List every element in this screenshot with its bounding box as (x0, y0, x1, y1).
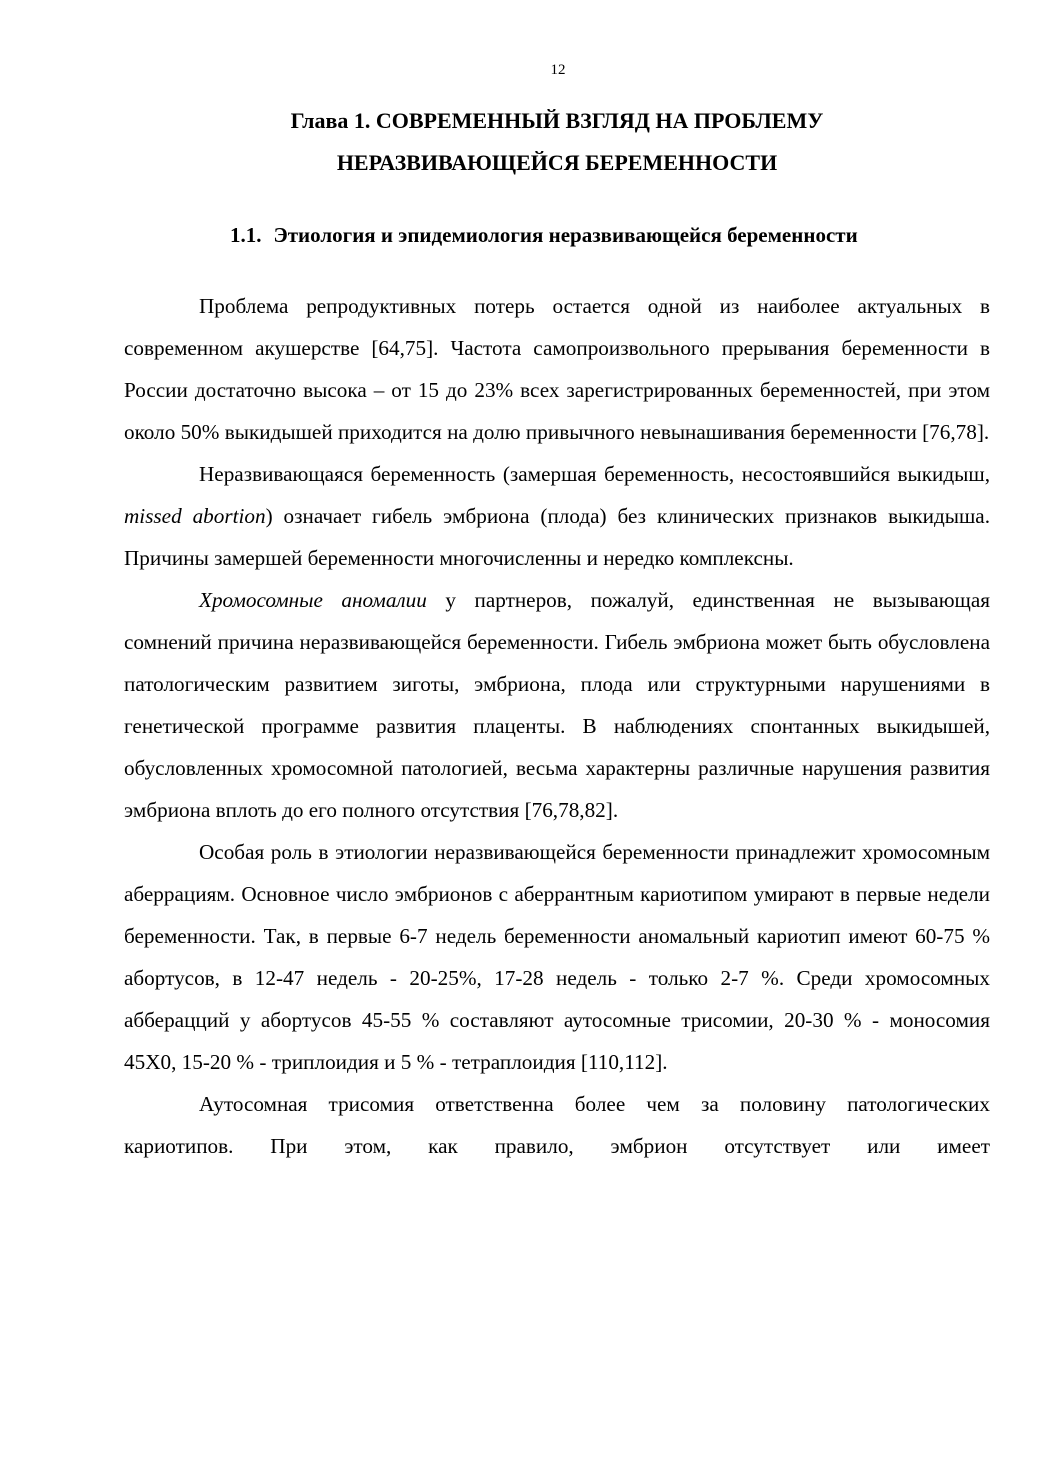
chapter-title-line-2: НЕРАЗВИВАЮЩЕЙСЯ БЕРЕМЕННОСТИ (336, 150, 778, 175)
body-text (124, 285, 990, 1167)
chapter-title (124, 100, 990, 184)
paragraph-1: Проблема репродуктивных потерь остается одной из наиболее актуальных в современном акушерстве [64,75]. Частота самопроизвольного прерывания беременности в России достаточно высока – от 15 до 23% всех зарегистрированных беременностей, при этом около 50% выкидышей приходится на долю привычного невынашивания беременности [76,78]. (124, 294, 990, 444)
section-title (124, 219, 990, 251)
paragraph-5: Аутосомная трисомия ответственна более чем за половину патологических кариотипов. При этом, как правило, эмбрион отсутствует или имеет (124, 1092, 990, 1158)
paragraph-3 (124, 579, 990, 831)
paragraph-4: Особая роль в этиологии неразвивающейся беременности принадлежит хромосомным аберрациям. Основное число эмбрионов с аберрантным кариотипом умирают в первые недели беременности. Так, в первые 6-7 недель беременности аномальный кариотип имеют 60-75 % абортусов, в 12-47 недель - 20-25%, 17-28 недель - только 2-7 %. Среди хромосомных абберацций у абортусов 45-55 % составляют аутосомные трисомии, 20-30 % - моносомия 45Х0, 15-20 % - триплоидия и 5 % - тетраплоидия [110,112]. (124, 840, 990, 1074)
paragraph-2-text-b: ) означает гибель эмбриона (плода) без клинических признаков выкидыша. Причины замершей беременности многочисленны и нередко комплексны. (124, 504, 990, 570)
chapter-title-line-1: Глава 1. СОВРЕМЕННЫЙ ВЗГЛЯД НА ПРОБЛЕМУ (290, 108, 824, 133)
page-number: 12 (550, 62, 566, 78)
section-number: 1.1. (230, 223, 262, 247)
section-title-text: Этиология и эпидемиология неразвивающейся беременности (273, 223, 858, 247)
paragraph-2-text-a: Неразвивающаяся беременность (замершая беременность, несостоявшийся выкидыш, (199, 462, 990, 486)
paragraph-2 (124, 453, 990, 579)
paragraph-3-italic-term: Хромосомные аномалии (199, 588, 427, 612)
paragraph-2-italic-term: missed abortion (124, 504, 266, 528)
paragraph-3-text: у партнеров, пожалуй, единственная не вызывающая сомнений причина неразвивающейся беременности. Гибель эмбриона может быть обусловлена патологическим развитием зиготы, эмбриона, плода или структурными нарушениями в генетической программе развития плаценты. В наблюдениях спонтанных выкидышей, обусловленных хромосомной патологией, весьма характерны различные нарушения развития эмбриона вплоть до его полного отсутствия [76,78,82]. (124, 588, 990, 822)
